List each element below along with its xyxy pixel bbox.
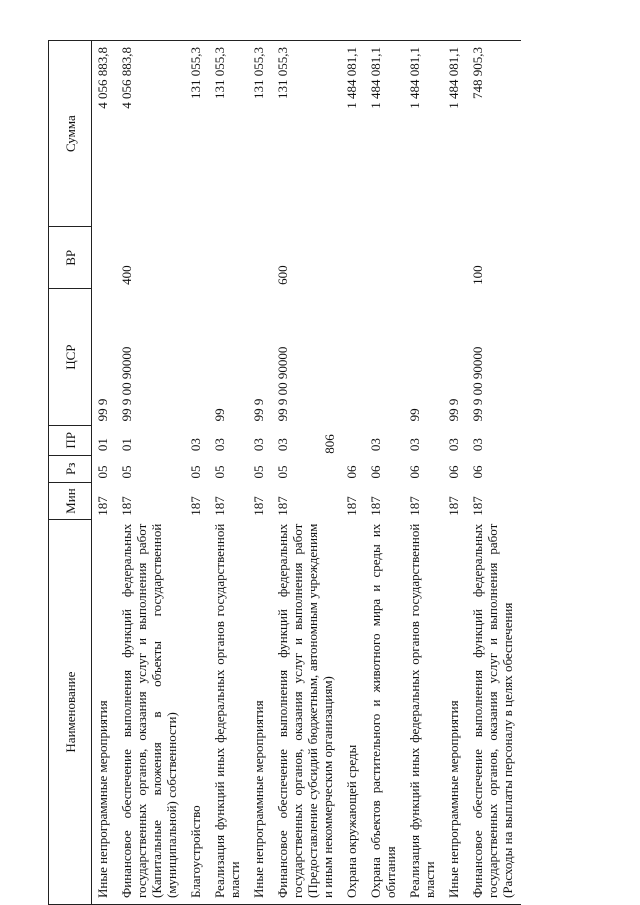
cell-pr: 03 [275, 438, 290, 452]
cell-csr: 99 [407, 408, 422, 422]
cell-vr: 400 [119, 265, 134, 285]
cell-pr: 03 [368, 438, 383, 452]
table-row [209, 41, 248, 905]
cell-sum: 131 055,3 [251, 47, 266, 99]
cell-csr: 99 9 00 90000 [119, 346, 134, 422]
cell-rz: 06 [344, 465, 359, 479]
cell-csr: 99 9 [446, 398, 461, 422]
cell-sum: 131 055,3 [188, 47, 203, 99]
cell-vr [209, 227, 248, 289]
table-row [272, 41, 341, 905]
cell-rz: 05 [251, 465, 266, 479]
cell-csr: 99 9 00 90000 [275, 346, 290, 422]
cell-sum: 4 056 883,8 [119, 47, 134, 109]
cell-vr [248, 227, 272, 289]
cell-name: Охрана объектов растительного и животного мира и среды их обитания [368, 523, 398, 898]
table-row [443, 41, 467, 905]
cell-min: 187 [119, 496, 134, 516]
cell-name: Реализация функций иных федеральных органов государственной власти [212, 523, 242, 898]
cell-min: 187 [407, 496, 422, 516]
cell-rz: 05 [119, 465, 134, 479]
cell-sum: 1 484 081,1 [368, 47, 383, 109]
cell-name: Реализация функций иных федеральных органов государственной власти [407, 523, 437, 898]
header-name: Наименование [49, 520, 92, 905]
cell-min: 187 [95, 496, 110, 516]
cell-sum: 131 055,3 [212, 47, 227, 99]
cell-min: 187 [188, 496, 203, 516]
cell-csr [365, 289, 404, 426]
cell-rz: 05 [275, 465, 290, 479]
cell-csr: 99 9 [95, 398, 110, 422]
cell-vr [92, 227, 117, 289]
budget-table-container [48, 40, 576, 905]
table-row [404, 41, 443, 905]
cell-min: 187 [470, 496, 485, 516]
cell-csr [185, 289, 209, 426]
cell-rz: 05 [95, 465, 110, 479]
header-rz: Рз [49, 455, 92, 482]
header-sum: Сумма [49, 41, 92, 227]
cell-vr: 600 [275, 265, 290, 285]
cell-min: 187 [275, 496, 290, 516]
cell-name: Иные непрограммные мероприятия [95, 700, 110, 898]
cell-min: 187 [446, 496, 461, 516]
cell-min: 187 [251, 496, 266, 516]
cell-rz: 06 [368, 465, 383, 479]
budget-table [48, 40, 521, 905]
cell-rz: 06 [407, 465, 422, 479]
cell-sum: 4 056 883,8 [95, 47, 110, 109]
cell-vr [185, 227, 209, 289]
cell-vr [443, 227, 467, 289]
cell-name: Иные непрограммные мероприятия [446, 700, 461, 898]
cell-pr: 03 [446, 438, 461, 452]
cell-rz: 06 [446, 465, 461, 479]
page-number: 806 [322, 434, 337, 454]
table-row [467, 41, 521, 905]
cell-vr [365, 227, 404, 289]
cell-name: Охрана окружающей среды [344, 744, 359, 898]
header-row [49, 41, 92, 905]
header-min: Мин [49, 482, 92, 519]
cell-pr: 03 [188, 438, 203, 452]
cell-min: 187 [212, 496, 227, 516]
cell-sum: 1 484 081,1 [446, 47, 461, 109]
table-row [365, 41, 404, 905]
cell-sum: 748 905,3 [470, 47, 485, 99]
cell-name: Благоустройство [188, 805, 203, 898]
cell-csr: 99 9 00 90000 [470, 346, 485, 422]
table-row [185, 41, 209, 905]
cell-csr: 99 [212, 408, 227, 422]
cell-pr: 03 [470, 438, 485, 452]
cell-name: Финансовое обеспечение выполнения функций федеральных государственных органов, оказания услуг и выполнения работ (Предоставление субсидий бюджетным, автономным учреждениям и иным некоммерческим организациям) [275, 523, 335, 898]
header-pr: ПР [49, 425, 92, 455]
header-csr: ЦСР [49, 289, 92, 426]
cell-pr: 03 [251, 438, 266, 452]
cell-vr [341, 227, 365, 289]
cell-rz: 05 [212, 465, 227, 479]
cell-min: 187 [368, 496, 383, 516]
cell-rz: 06 [470, 465, 485, 479]
table-row [116, 41, 185, 905]
cell-pr: 01 [119, 438, 134, 452]
cell-name: Иные непрограммные мероприятия [251, 700, 266, 898]
cell-sum: 1 484 081,1 [344, 47, 359, 109]
table-row [341, 41, 365, 905]
table-row [92, 41, 117, 905]
cell-sum: 131 055,3 [275, 47, 290, 99]
table-body [92, 41, 522, 905]
cell-vr [404, 227, 443, 289]
header-vr: ВР [49, 227, 92, 289]
cell-name: Финансовое обеспечение выполнения функций федеральных государственных органов, оказания услуг и выполнения работ (Расходы на выплаты персоналу в целях обеспечения [470, 523, 515, 898]
cell-sum: 1 484 081,1 [407, 47, 422, 109]
cell-vr: 100 [470, 265, 485, 285]
cell-pr: 03 [212, 438, 227, 452]
cell-pr [341, 425, 365, 455]
cell-pr: 01 [95, 438, 110, 452]
cell-csr [341, 289, 365, 426]
cell-pr: 03 [407, 438, 422, 452]
cell-min: 187 [344, 496, 359, 516]
cell-name: Финансовое обеспечение выполнения функций федеральных государственных органов, оказания услуг и выполнения работ (Капитальные вложения в объекты государственной (муниципальной) собственности) [119, 523, 179, 898]
cell-csr: 99 9 [251, 398, 266, 422]
table-row [248, 41, 272, 905]
cell-rz: 05 [188, 465, 203, 479]
